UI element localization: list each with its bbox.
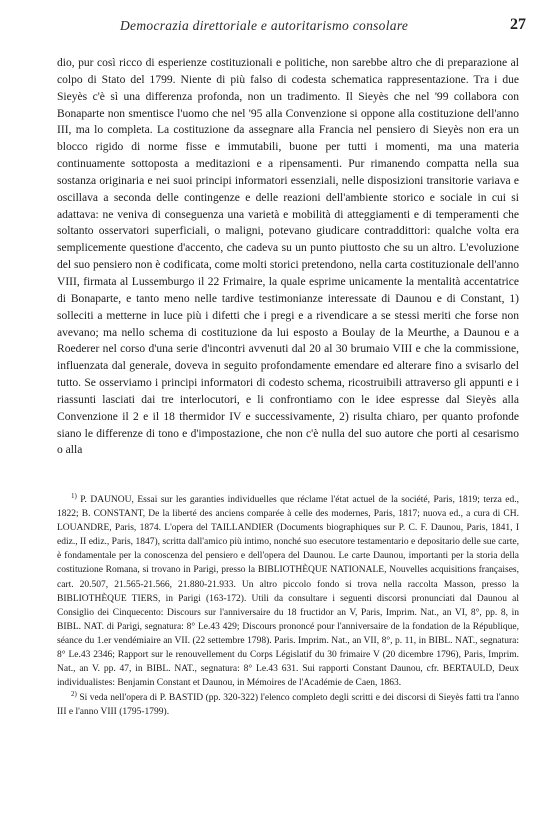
running-head: Democrazia direttoriale e autoritarismo consolare xyxy=(120,18,409,33)
footnotes xyxy=(57,493,519,721)
footnote-mark: 1) xyxy=(71,491,77,500)
footnote-2 xyxy=(57,691,519,719)
footnote-text: P. DAUNOU, Essai sur les garanties individuelles que réclame l'état actuel de la société, Paris, 1819; terza ed., 1822; B. CONSTANT, De la liberté des anciens comparée à celle des modernes, Paris, 1817; nuova ed., a cura di CH. LOUANDRE, Paris, 1874. L'opera del TAILLANDIER (Documents biographiques sur P. C. F. Daunou, Paris, 1841, I ediz., II ediz., Paris, 1847), scritta dall'amico più intimo, nonché suo esecutore testamentario e depositario delle sue carte, è fondamentale per la conoscenza del pensiero e dell'opera del Daunou. Le carte Daunou, importanti per la storia della costituzione Romana, si trovano in Parigi, presso la BIBLIOTHÈQUE NATIONALE, Nouvelles acquisitions françaises, cart. 20.507, 21.565-21.566, 21.880-21.933. Un altro piccolo fondo si trova nella raccolta Masson, presso la BIBLIOTHÈQUE TIERS, in Parigi (163-172). Utili da consultare i seguenti discorsi pronunciati dal Daunou al Consiglio dei Cinquecento: Discours sur l'anniversaire du 18 fructidor an V, Paris, Imprim. Nat., an VI, 8°, pp. 8, in BIBL. NAT. di Parigi, segnatura: 8° Le.43 429; Discours prononcé pour l'anniversaire de la fondation de la République, séance du 1.er vendémiaire an VII. (22 settembre 1798). Paris. Imprim. Nat., an VII, 8°, p. 11, in BIBL. NAT., segnatura: 8° Le.43 2346; Rapport sur le renouvellement du Corps Législatif du 30 frimaire V (20 dicembre 1796), Paris, Imprim. Nat., an V. pp. 47, in BIBL. NAT., segnatura: 8° Le.43 631. Sui rapporti Constant Daunou, cfr. BERTAULD, Deux individualistes: Benjamin Constant et Daunou, in Mémoires de l'Académie de Caen, 1863. xyxy=(57,495,519,689)
main-text xyxy=(57,55,519,459)
footnote-text: Si veda nell'opera di P. BASTID (pp. 320-322) l'elenco completo degli scritti e dei discorsi di Sieyès fatti tra l'anno III e l'anno VIII (1795-1799). xyxy=(57,693,519,718)
body-paragraph: dio, pur così ricco di esperienze costituzionali e politiche, non sarebbe altro che di preparazione al colpo di Stato del 1799. Niente di più falso di codesta schematica rappresentazione. Tra i due Sieyès c'è sì una differenza profonda, non un tradimento. Il Sieyès che nel '99 collabora con Bonaparte non smentisce l'uomo che nel '95 alla Convenzione si oppone alla costituzione dell'anno III, ma lo completa. La costituzione da assegnare alla Francia nel pensiero di Sieyès non era un blocco rigido di norme fisse e immutabili, buone per tutti i momenti, ma una materia continuamente sottoposta a meditazioni e a ripensamenti. Pur rimanendo compatta nella sua sostanza originaria e nei suoi principi informatori essenziali, nelle disposizioni transitorie variava e oscillava a seconda delle contingenze e delle reazioni dell'ambiente storico e sociale in cui si adattava: ne veniva di conseguenza una varietà e mobilità di atteggiamenti e di temperamenti che soltanto osservatori superficiali, o maligni, potevano giudicare contraddittori: qualche volta era semplicemente questione d'accento, che cadeva su un punto piuttosto che su un altro. L'evoluzione del suo pensiero non è codificata, come molti storici pretendono, nella carta costituzionale dell'anno VIII, firmata al Lussemburgo il 22 Frimaire, la quale esprime unicamente la mentalità accentatrice di Bonaparte, e tanto meno nelle tardive testimonianze interessate di Daunou e di Constant, 1) solleciti a metterne in luce più i difetti che i pregi e a rivendicare a se stessi meriti che forse non avevano; ma nello schema di costituzione da lui esposto a Boulay de la Meurthe, a Daunou e a Roederer nel corso d'una serie d'incontri avvenuti dal 20 al 30 brumaio VIII e che la commissione, influenzata dal generale, doveva in seguito profondamente emendare ed alterare fino a svisarlo del tutto. Se osserviamo i principi informatori di codesto schema, ricostruibili attraverso gli appunti e i riassunti lasciati dai tre interlocutori, e li confrontiamo con le idee espresse dal Sieyès alla Convenzione il 2 e il 18 thermidor IV e successivamente, 2) risulta chiaro, per quanto profonde siano le differenze di tono e d'impostazione, che non c'è nulla del suo autore che porti al cesarismo o alla xyxy=(57,57,519,457)
page-header xyxy=(0,18,550,40)
footnote-mark: 2) xyxy=(71,690,77,699)
footnote-1 xyxy=(57,493,519,690)
page-number: 27 xyxy=(510,16,526,33)
